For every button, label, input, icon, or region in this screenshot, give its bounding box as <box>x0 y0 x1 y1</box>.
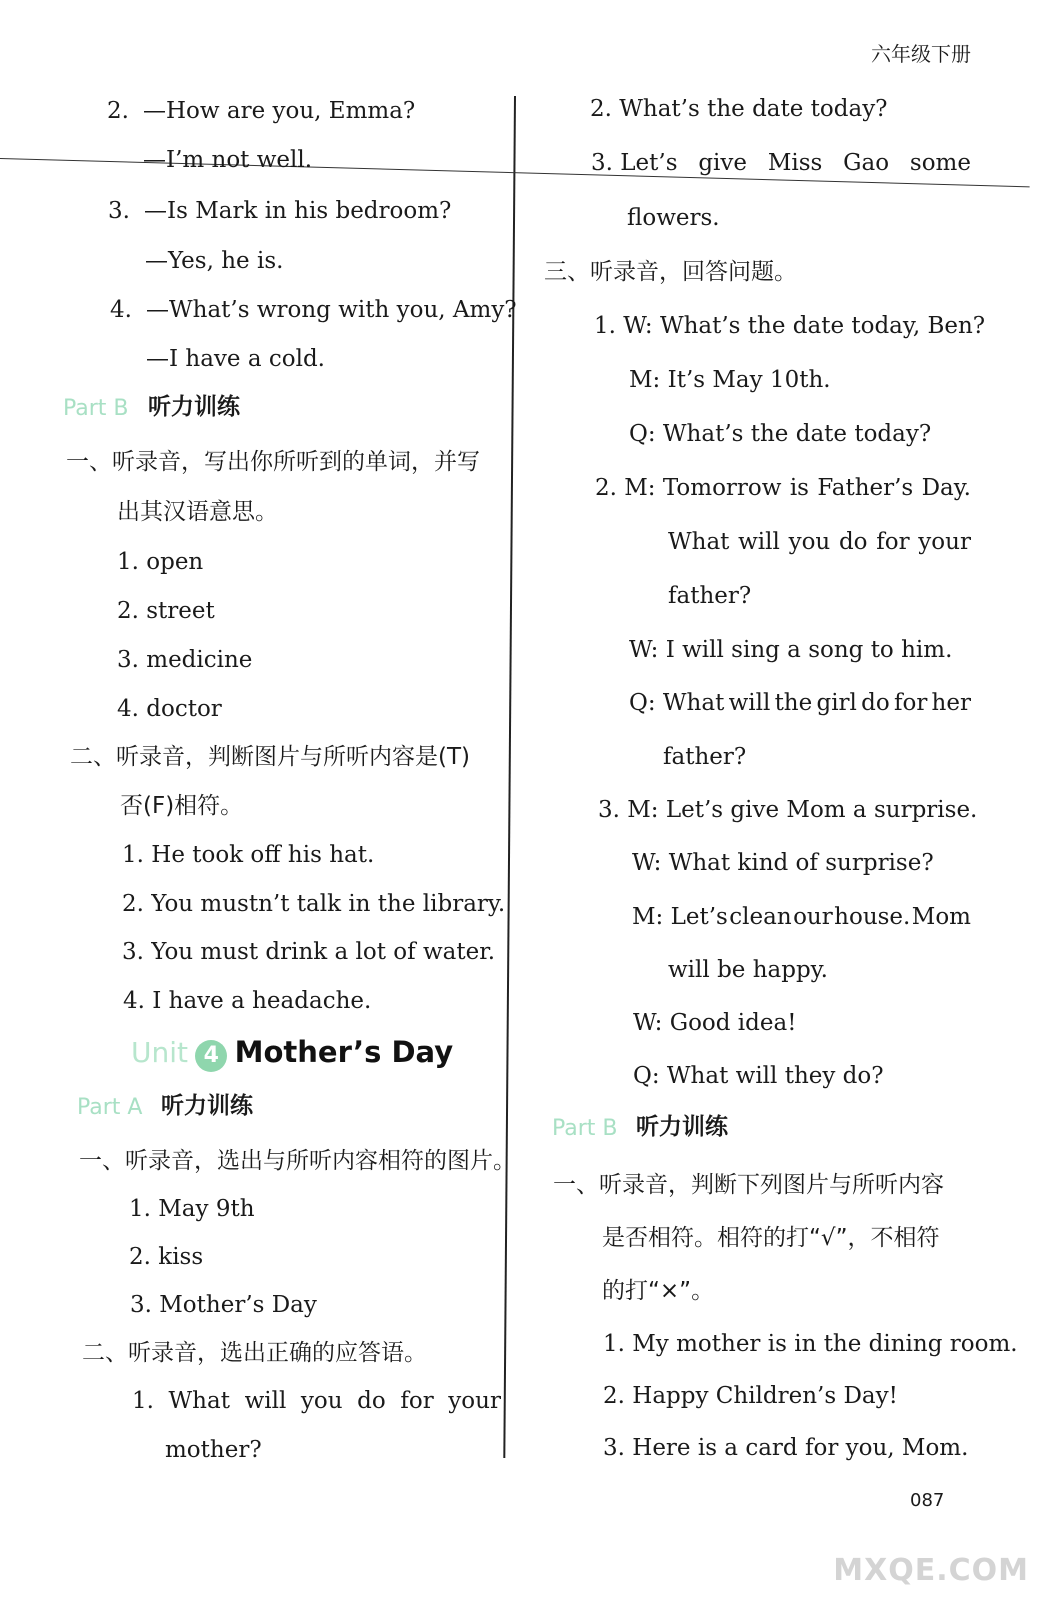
word: Gao <box>843 150 890 176</box>
unit-word: Unit <box>131 1036 188 1069</box>
word: Mom <box>911 904 971 930</box>
dialog-line: M: It’s May 10th. <box>629 367 831 393</box>
list-item: 4. I have a headache. <box>123 988 372 1014</box>
word: What <box>168 1388 230 1414</box>
dialog-line: —I have a cold. <box>146 346 325 372</box>
section-heading: 一、听录音，选出与所听内容相符的图片。 <box>79 1148 516 1174</box>
list-item: 1. My mother is in the dining room. <box>603 1331 1018 1357</box>
word: girl <box>816 690 857 716</box>
word: Father’s <box>817 475 914 501</box>
word: What <box>668 529 730 555</box>
dialog-line: will be happy. <box>668 957 828 983</box>
word: for <box>876 529 910 555</box>
word: clean <box>729 904 792 930</box>
word: will <box>738 529 780 555</box>
unit-title: Mother’s Day <box>234 1035 454 1069</box>
dialog-line: 3. M: Let’s give Mom a surprise. <box>598 797 978 823</box>
part-label: Part A <box>77 1095 143 1120</box>
word: for <box>893 690 928 716</box>
unit-heading <box>131 1035 454 1072</box>
list-item: 2. You mustn’t talk in the library. <box>122 891 506 917</box>
dialog-line: —Yes, he is. <box>145 248 284 274</box>
list-item-cont: flowers. <box>627 205 720 231</box>
part-label: Part B <box>552 1116 618 1141</box>
word: you <box>788 529 831 555</box>
word: the <box>774 690 813 716</box>
list-item: 3. Here is a card for you, Mom. <box>603 1435 969 1461</box>
list-item: 3. Mother’s Day <box>130 1292 317 1318</box>
word: do <box>861 690 890 716</box>
word: will <box>244 1388 287 1414</box>
list-item <box>591 152 971 175</box>
word: house. <box>834 904 911 930</box>
list-item: 1. May 9th <box>129 1196 255 1222</box>
word: Day. <box>921 475 971 501</box>
part-title: 听力训练 <box>148 394 240 420</box>
section-heading: 一、听录音，判断下列图片与所听内容 <box>553 1172 944 1198</box>
dialog-line: —How are you, Emma? <box>143 98 416 124</box>
item-number: 2. <box>107 98 129 124</box>
word: you <box>300 1388 343 1414</box>
list-item: 3. medicine <box>117 647 253 673</box>
word: 3. Let’s <box>591 150 678 176</box>
section-heading-cont: 否(F)相符。 <box>120 793 244 819</box>
dialog-line: —I’m not well. <box>143 147 313 173</box>
dialog-line: —Is Mark in his bedroom? <box>144 198 452 224</box>
dialog-line: father? <box>663 744 747 770</box>
list-item: 1. He took off his hat. <box>122 842 375 868</box>
list-item: 3. You must drink a lot of water. <box>122 939 496 965</box>
dialog-line: 1. W: What’s the date today, Ben? <box>594 313 986 339</box>
list-item: 4. doctor <box>117 696 222 722</box>
word: our <box>793 904 833 930</box>
word: Q: What <box>629 690 725 716</box>
word: M: Let’s <box>632 904 728 930</box>
section-heading: 二、听录音，判断图片与所听内容是(T) <box>70 744 470 770</box>
item-number: 4. <box>110 297 132 323</box>
word: 1. <box>132 1388 154 1414</box>
word: will <box>728 690 771 716</box>
section-heading: 二、听录音，选出正确的应答语。 <box>82 1340 427 1366</box>
dialog-line: father? <box>668 583 752 609</box>
list-item: 2. street <box>117 598 215 624</box>
dialog-line <box>668 531 971 554</box>
part-title: 听力训练 <box>161 1093 253 1119</box>
part-title: 听力训练 <box>636 1114 728 1140</box>
grade-header: 六年级下册 <box>871 42 971 66</box>
list-item: 2. kiss <box>129 1244 204 1270</box>
word: Miss <box>767 150 823 176</box>
list-item: 1. open <box>117 549 204 575</box>
item-number: 3. <box>108 198 130 224</box>
word: do <box>357 1388 386 1414</box>
watermark: MXQE.COM <box>833 1553 1029 1588</box>
word: is <box>789 475 809 501</box>
page-number: 087 <box>910 1490 945 1511</box>
word: give <box>698 150 747 176</box>
section-heading: 三、听录音，回答问题。 <box>544 259 797 285</box>
dialog-line: W: What kind of surprise? <box>632 850 934 876</box>
dialog-line <box>632 906 971 929</box>
list-item: 2. What’s the date today? <box>590 96 888 122</box>
dialog-line: —What’s wrong with you, Amy? <box>146 297 517 323</box>
question-line <box>132 1390 501 1413</box>
section-heading: 一、听录音，写出你所听到的单词，并写 <box>66 449 480 475</box>
word: your <box>918 529 971 555</box>
section-heading-cont: 是否相符。相符的打“√”，不相符 <box>602 1225 940 1251</box>
section-heading-cont: 的打“×”。 <box>602 1278 715 1304</box>
word: your <box>448 1388 501 1414</box>
dialog-line: W: I will sing a song to him. <box>629 637 953 663</box>
list-item: 2. Happy Children’s Day! <box>603 1383 898 1409</box>
dialog-line <box>629 692 971 715</box>
section-heading-cont: 出其汉语意思。 <box>117 499 278 525</box>
word: some <box>909 150 971 176</box>
word: do <box>838 529 868 555</box>
unit-number-badge: 4 <box>195 1040 227 1072</box>
dialog-line: Q: What will they do? <box>633 1063 884 1089</box>
word: for <box>400 1388 434 1414</box>
dialog-line: Q: What’s the date today? <box>629 421 932 447</box>
part-label: Part B <box>63 396 129 421</box>
word: her <box>931 690 971 716</box>
word: 2. M: Tomorrow <box>595 475 782 501</box>
dialog-line: W: Good idea! <box>633 1010 797 1036</box>
question-line-cont: mother? <box>165 1437 262 1463</box>
dialog-line <box>595 477 971 500</box>
